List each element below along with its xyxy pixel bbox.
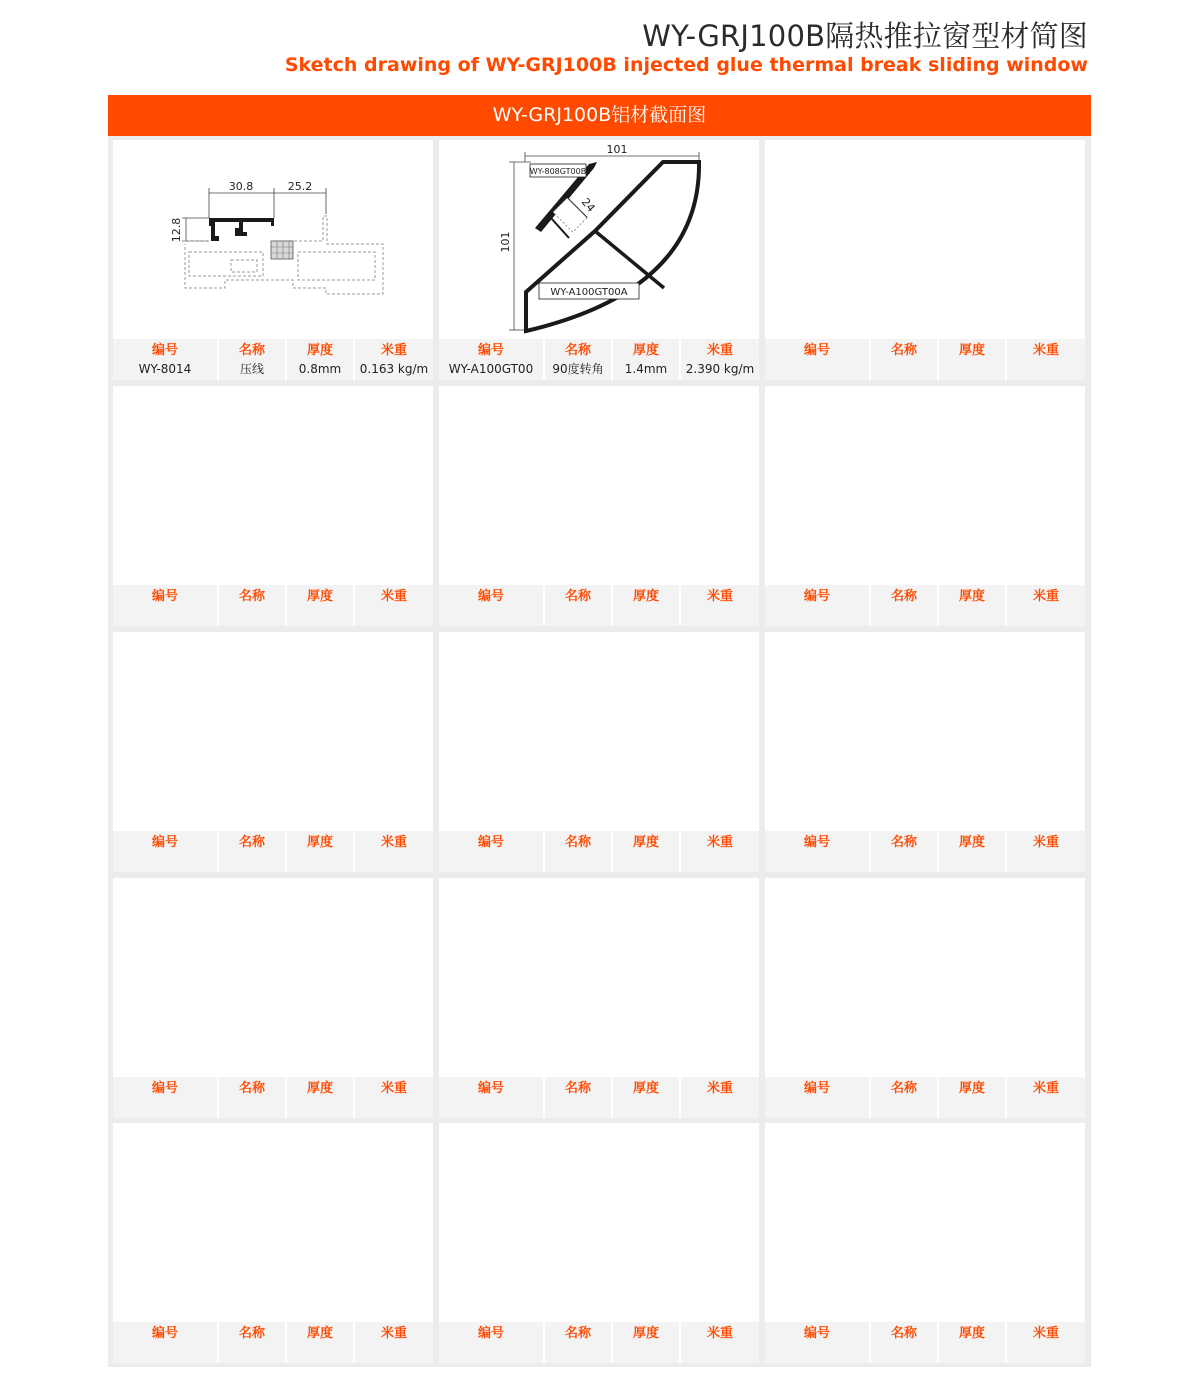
dim-width-b: 25.2: [287, 180, 313, 193]
name-value: 90度转角: [552, 362, 604, 376]
part-label-bottom: WY-A100GT00A: [550, 287, 628, 298]
weight-label: 米重: [706, 1081, 733, 1096]
code-value: WY-8014: [138, 362, 192, 376]
weight-label: 米重: [380, 343, 407, 358]
code-label: 编号: [151, 835, 178, 850]
profile-drawing: [439, 1123, 759, 1322]
spec-row: [765, 1322, 1085, 1363]
profile-drawing: [113, 386, 433, 585]
thickness-label: 厚度: [306, 589, 333, 604]
weight-value: 2.390 kg/m: [685, 362, 755, 376]
thickness-value: 1.4mm: [624, 362, 668, 376]
weight-label: 米重: [380, 1081, 407, 1096]
part-label-top: WY-808GT00B: [529, 167, 587, 176]
code-label: 编号: [151, 589, 178, 604]
code-label: 编号: [803, 343, 830, 358]
code-value: WY-A100GT00: [448, 362, 534, 376]
spec-row: [113, 339, 433, 380]
dim-width: 101: [606, 143, 628, 156]
code-label: 编号: [803, 1326, 830, 1341]
section-banner: WY-GRJ100B铝材截面图: [108, 95, 1091, 136]
spec-row: [113, 831, 433, 872]
dim-height: 12.8: [170, 217, 183, 243]
thickness-label: 厚度: [958, 835, 985, 850]
dim-inner: 24: [578, 195, 598, 215]
spec-row: [113, 585, 433, 626]
name-label: 名称: [890, 343, 917, 358]
weight-label: 米重: [380, 835, 407, 850]
spec-row: [765, 339, 1085, 380]
profile-drawing: [765, 878, 1085, 1077]
spec-row: [439, 339, 759, 380]
profile-drawing: [765, 386, 1085, 585]
weight-label: 米重: [706, 1326, 733, 1341]
name-label: 名称: [238, 835, 265, 850]
code-label: 编号: [151, 343, 178, 358]
profile-drawing: [113, 1123, 433, 1322]
profile-card: [113, 386, 433, 626]
name-label: 名称: [564, 1081, 591, 1096]
weight-label: 米重: [1032, 343, 1059, 358]
spec-row: [439, 1322, 759, 1363]
weight-label: 米重: [1032, 589, 1059, 604]
weight-label: 米重: [1032, 835, 1059, 850]
spec-row: [439, 831, 759, 872]
name-label: 名称: [890, 1081, 917, 1096]
profile-card: [439, 140, 759, 380]
name-label: 名称: [238, 343, 265, 358]
name-label: 名称: [238, 589, 265, 604]
weight-label: 米重: [706, 589, 733, 604]
thickness-label: 厚度: [958, 1081, 985, 1096]
weight-label: 米重: [1032, 1081, 1059, 1096]
profile-card: [765, 386, 1085, 626]
profile-drawing: [113, 632, 433, 831]
code-label: 编号: [477, 589, 504, 604]
dim-height: 101: [499, 231, 512, 253]
profile-card: [765, 140, 1085, 380]
page-subtitle: Sketch drawing of WY-GRJ100B injected glue thermal break sliding window: [284, 54, 1088, 76]
profile-card: [439, 878, 759, 1118]
profile-card: [113, 140, 433, 380]
spec-row: [113, 1077, 433, 1118]
name-label: 名称: [890, 835, 917, 850]
code-label: 编号: [477, 343, 504, 358]
thickness-label: 厚度: [632, 835, 659, 850]
section-drawing-8014: [113, 140, 433, 339]
profile-card: [765, 878, 1085, 1118]
weight-label: 米重: [1032, 1326, 1059, 1341]
weight-label: 米重: [706, 343, 733, 358]
profile-drawing: [765, 140, 1085, 339]
profile-card: [765, 1123, 1085, 1363]
thickness-label: 厚度: [632, 1326, 659, 1341]
thickness-label: 厚度: [306, 1081, 333, 1096]
profile-drawing: [439, 632, 759, 831]
code-label: 编号: [803, 1081, 830, 1096]
spec-row: [765, 585, 1085, 626]
code-label: 编号: [151, 1081, 178, 1096]
spec-row: [765, 1077, 1085, 1118]
thickness-value: 0.8mm: [298, 362, 342, 376]
profile-card: [113, 878, 433, 1118]
profile-drawing: [439, 140, 759, 339]
dim-width-a: 30.8: [228, 180, 254, 193]
code-label: 编号: [151, 1326, 178, 1341]
thickness-label: 厚度: [632, 1081, 659, 1096]
profile-card: [113, 632, 433, 872]
code-label: 编号: [477, 835, 504, 850]
profile-grid: [108, 136, 1091, 1367]
name-label: 名称: [238, 1081, 265, 1096]
name-value: 压线: [239, 362, 264, 376]
profile-drawing: [765, 1123, 1085, 1322]
name-label: 名称: [890, 1326, 917, 1341]
code-label: 编号: [803, 835, 830, 850]
thickness-label: 厚度: [958, 1326, 985, 1341]
profile-drawing: [765, 632, 1085, 831]
section-drawing-a100gt00: [439, 140, 759, 339]
profile-drawing: [439, 878, 759, 1077]
spec-row: [765, 831, 1085, 872]
thickness-label: 厚度: [306, 1326, 333, 1341]
name-label: 名称: [564, 1326, 591, 1341]
profile-drawing: [439, 386, 759, 585]
code-label: 编号: [477, 1081, 504, 1096]
page-title: WY-GRJ100B隔热推拉窗型材简图: [642, 19, 1088, 53]
thickness-label: 厚度: [958, 343, 985, 358]
weight-label: 米重: [380, 589, 407, 604]
profile-card: [765, 632, 1085, 872]
profile-card: [439, 1123, 759, 1363]
profile-drawing: [113, 140, 433, 339]
weight-label: 米重: [380, 1326, 407, 1341]
thickness-label: 厚度: [632, 589, 659, 604]
name-label: 名称: [564, 343, 591, 358]
name-label: 名称: [564, 835, 591, 850]
weight-label: 米重: [706, 835, 733, 850]
name-label: 名称: [238, 1326, 265, 1341]
thickness-label: 厚度: [632, 343, 659, 358]
profile-card: [113, 1123, 433, 1363]
name-label: 名称: [890, 589, 917, 604]
thickness-label: 厚度: [306, 343, 333, 358]
code-label: 编号: [477, 1326, 504, 1341]
thickness-label: 厚度: [958, 589, 985, 604]
thickness-label: 厚度: [306, 835, 333, 850]
spec-row: [439, 585, 759, 626]
name-label: 名称: [564, 589, 591, 604]
spec-row: [439, 1077, 759, 1118]
profile-drawing: [113, 878, 433, 1077]
weight-value: 0.163 kg/m: [359, 362, 429, 376]
code-label: 编号: [803, 589, 830, 604]
profile-card: [439, 386, 759, 626]
spec-row: [113, 1322, 433, 1363]
profile-card: [439, 632, 759, 872]
